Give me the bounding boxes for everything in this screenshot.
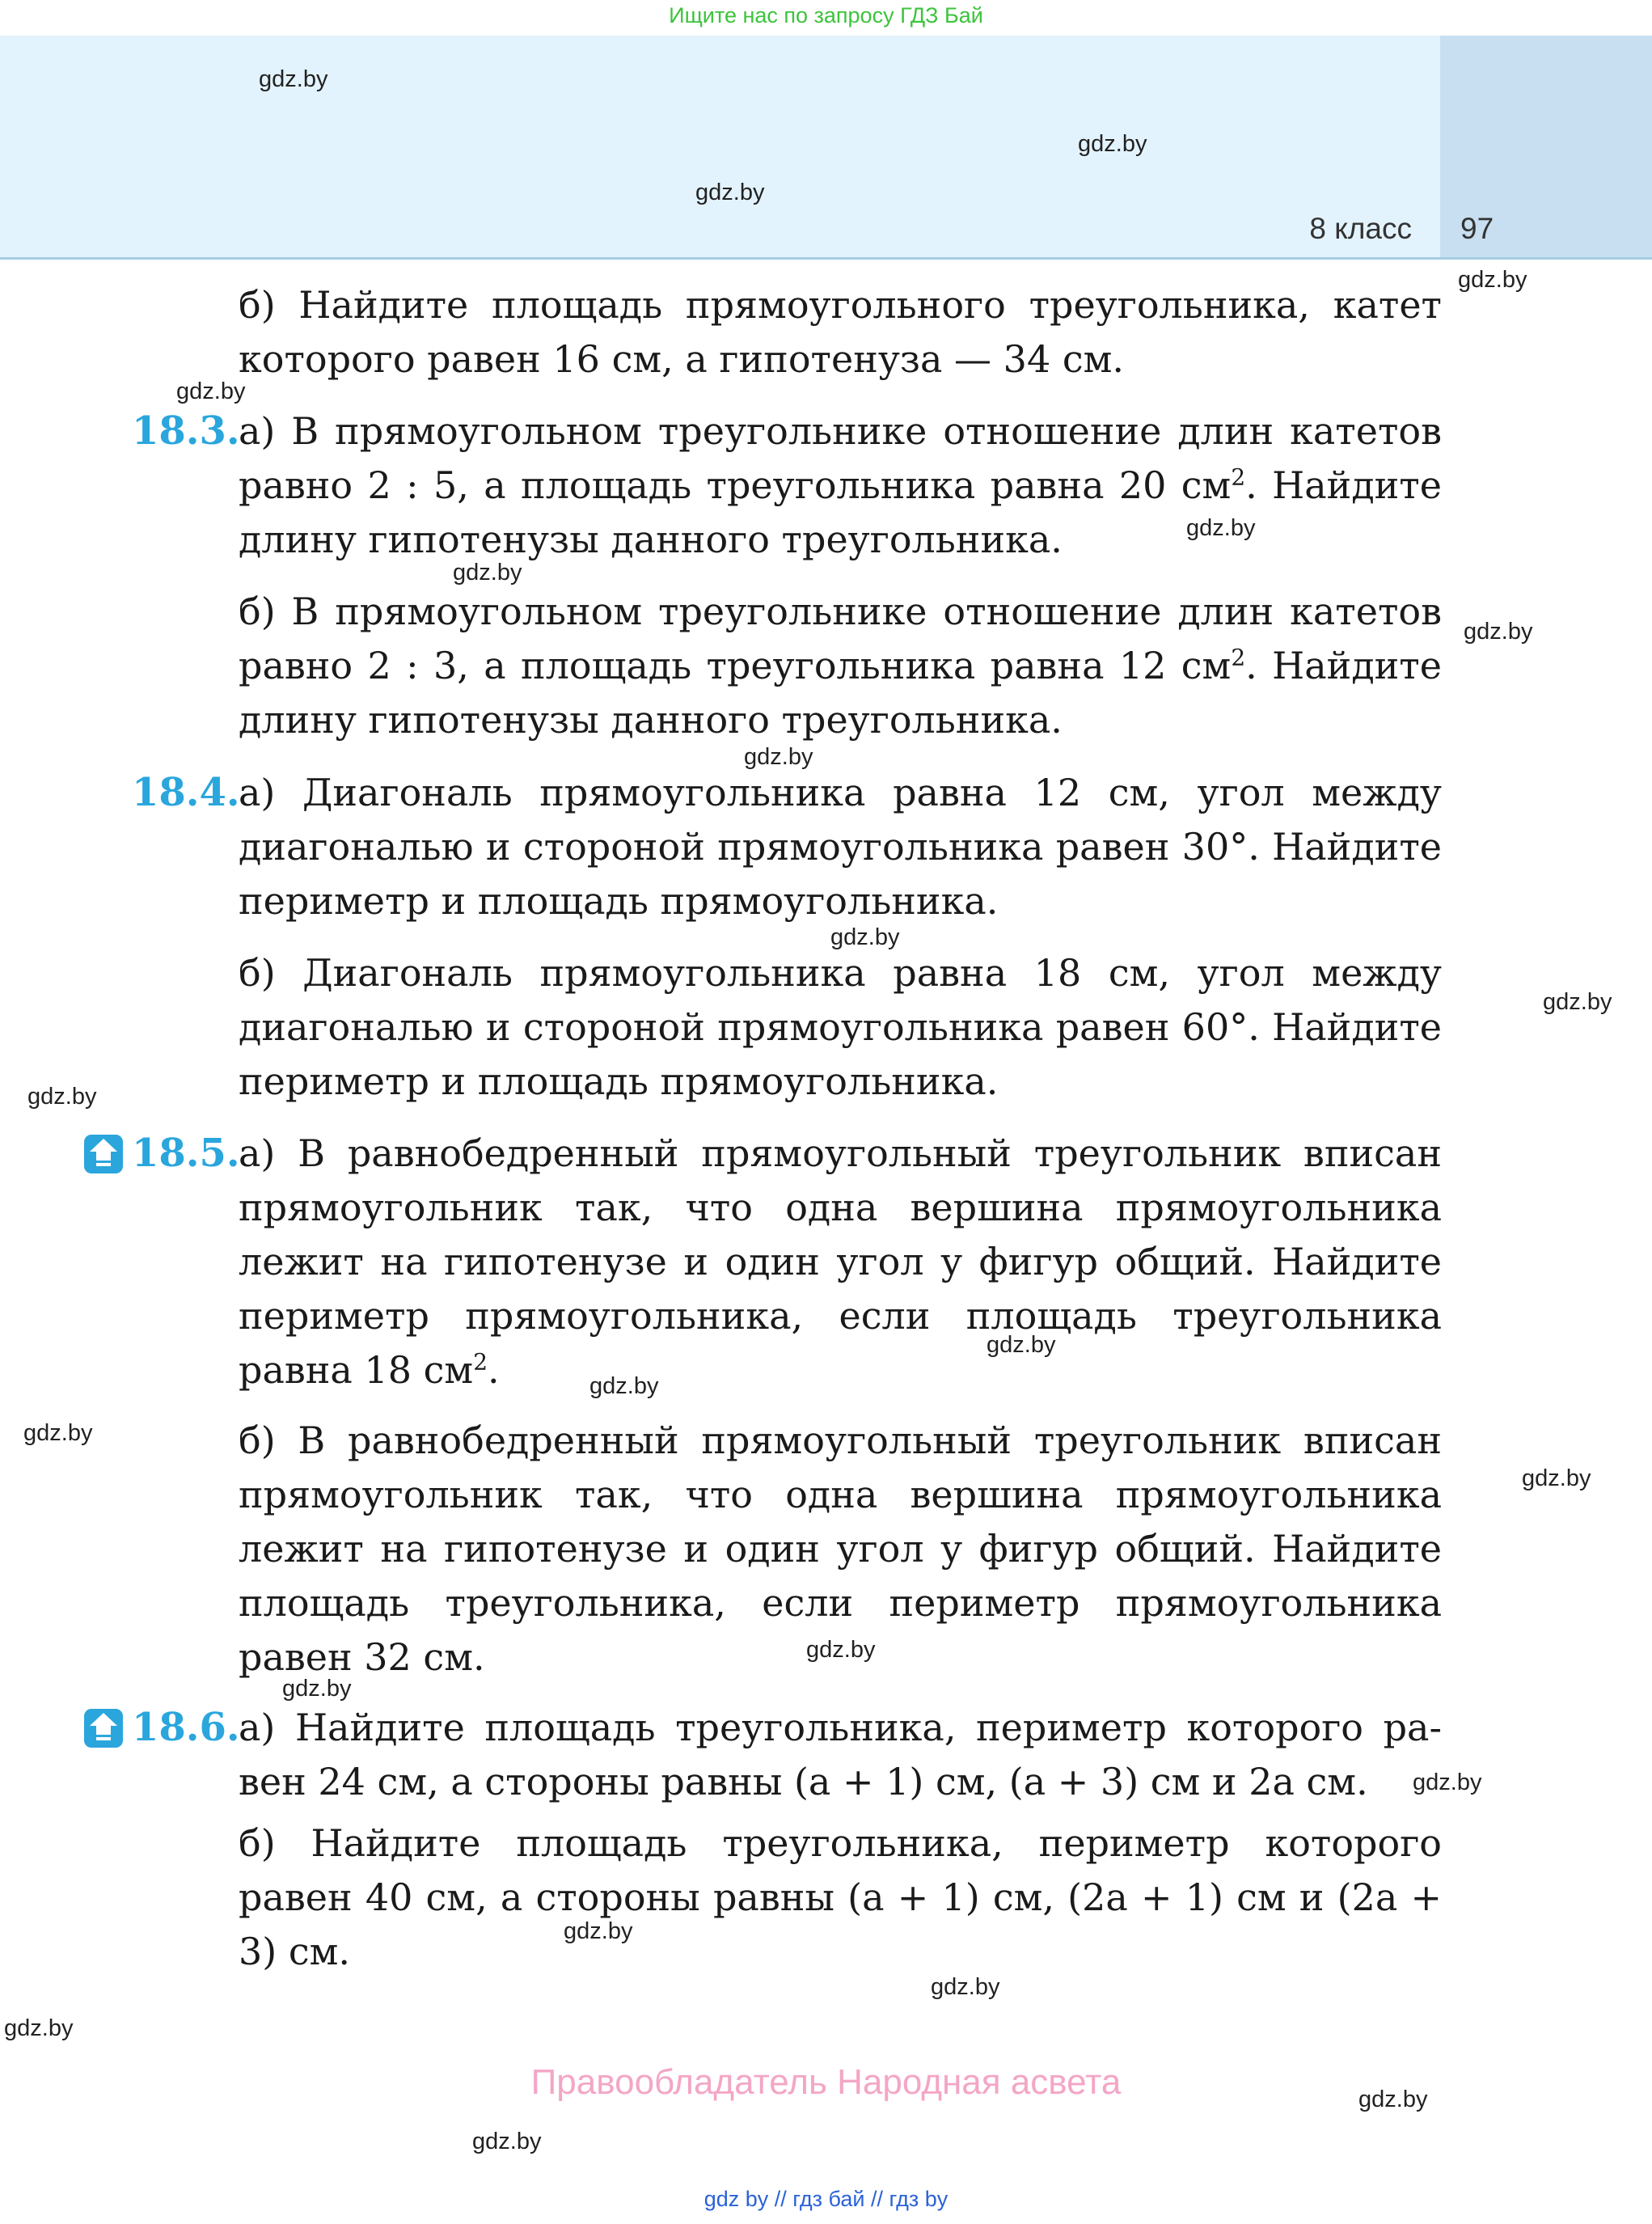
- problem-number-18-5: 18.5.: [132, 1131, 240, 1176]
- watermark: gdz.by: [806, 1637, 876, 1663]
- house-icon: [83, 1134, 124, 1174]
- problem-18-6b: б) Найдите площадь треугольника, периметр которого равен 40 см, а стороны равны (a + 1) см, (2a + 1) см и (2a + 3) см.: [239, 1821, 1442, 1973]
- copyright-holder: Правообладатель Народная асвета: [530, 2062, 1122, 2102]
- watermark: gdz.by: [282, 1676, 352, 1702]
- top-banner[interactable]: Ищите нас по запросу ГДЗ Бай: [669, 3, 983, 27]
- problem-number-18-4: 18.4.: [132, 770, 240, 815]
- problem-18-4a: а) Диагональ прямоугольника равна 12 см, угол между диагональю и стороной прямоугольника равен 30°. Найдите периметр и площадь прямоугольника.: [239, 771, 1442, 923]
- watermark: gdz.by: [931, 1974, 1000, 2000]
- watermark: gdz.by: [1078, 131, 1147, 157]
- watermark: gdz.by: [1522, 1465, 1591, 1491]
- watermark: gdz.by: [987, 1332, 1056, 1358]
- problem-17b: б) Найдите площадь прямоугольного треугольника, катет которого равен 16 см, а гипотенуза — 34 см.: [239, 283, 1442, 381]
- problem-18-5b: б) В равнобедренный прямоугольный треугольник вписан прямоугольник так, что одна вершина прямоугольника лежит на гипотенузе и один угол у фигур общий. Найдите площадь треугольника, если периметр прямоугольника равен 32 см.: [239, 1419, 1442, 1679]
- watermark: gdz.by: [23, 1420, 93, 1446]
- watermark: gdz.by: [4, 2015, 74, 2041]
- watermark: gdz.by: [259, 66, 328, 92]
- watermark: gdz.by: [589, 1373, 659, 1399]
- watermark: gdz.by: [1458, 267, 1527, 293]
- problem-number-18-3: 18.3.: [132, 408, 240, 454]
- watermark: gdz.by: [744, 744, 813, 770]
- watermark: gdz.by: [1186, 515, 1256, 541]
- watermark: gdz.by: [1543, 989, 1612, 1015]
- watermark: gdz.by: [1358, 2087, 1428, 2112]
- watermark: gdz.by: [176, 378, 246, 404]
- problem-18-3b: б) В прямоугольном треугольнике отношение длин катетов равно 2 : 3, а площадь треугольника равна 12 $см^2$. Найдите длину гипотенузы данного треугольника.: [239, 590, 1442, 742]
- problem-18-5a: а) В равнобедренный прямоугольный треугольник вписан прямоугольник так, что одна вершина прямоугольника лежит на гипотенузе и один угол у фигур общий. Найдите периметр прямоугольника, если площадь треугольника равна 18 $см^2$.: [239, 1131, 1442, 1392]
- watermark: gdz.by: [695, 180, 765, 205]
- problem-18-6a: а) Найдите площадь треугольника, периметр которого равен 24 см, а стороны равны (a + 1) см, (a + 3) см и 2a см.: [239, 1706, 1442, 1803]
- problem-18-3a: а) В прямоугольном треугольнике отношение длин катетов равно 2 : 5, а площадь треугольника равна 20 $см^2$. Найдите длину гипотенузы данного треугольника.: [239, 409, 1442, 561]
- watermark: gdz.by: [27, 1084, 97, 1110]
- house-icon: [83, 1708, 124, 1748]
- problem-18-4b: б) Диагональ прямоугольника равна 18 см, угол между диагональю и стороной прямоугольника равен 60°. Найдите периметр и площадь прямоугольника.: [239, 951, 1442, 1103]
- watermark: gdz.by: [453, 560, 522, 586]
- watermark: gdz.by: [1413, 1769, 1482, 1795]
- watermark: gdz.by: [472, 2129, 542, 2154]
- page-number: 97: [1460, 212, 1494, 245]
- grade-label: 8 класс: [1309, 212, 1412, 245]
- watermark: gdz.by: [564, 1918, 633, 1944]
- watermark: gdz.by: [1464, 619, 1533, 645]
- watermark: gdz.by: [830, 924, 900, 950]
- footer-links[interactable]: gdz by // гдз бай // гдз by: [703, 2187, 949, 2211]
- problem-number-18-6: 18.6.: [132, 1705, 240, 1750]
